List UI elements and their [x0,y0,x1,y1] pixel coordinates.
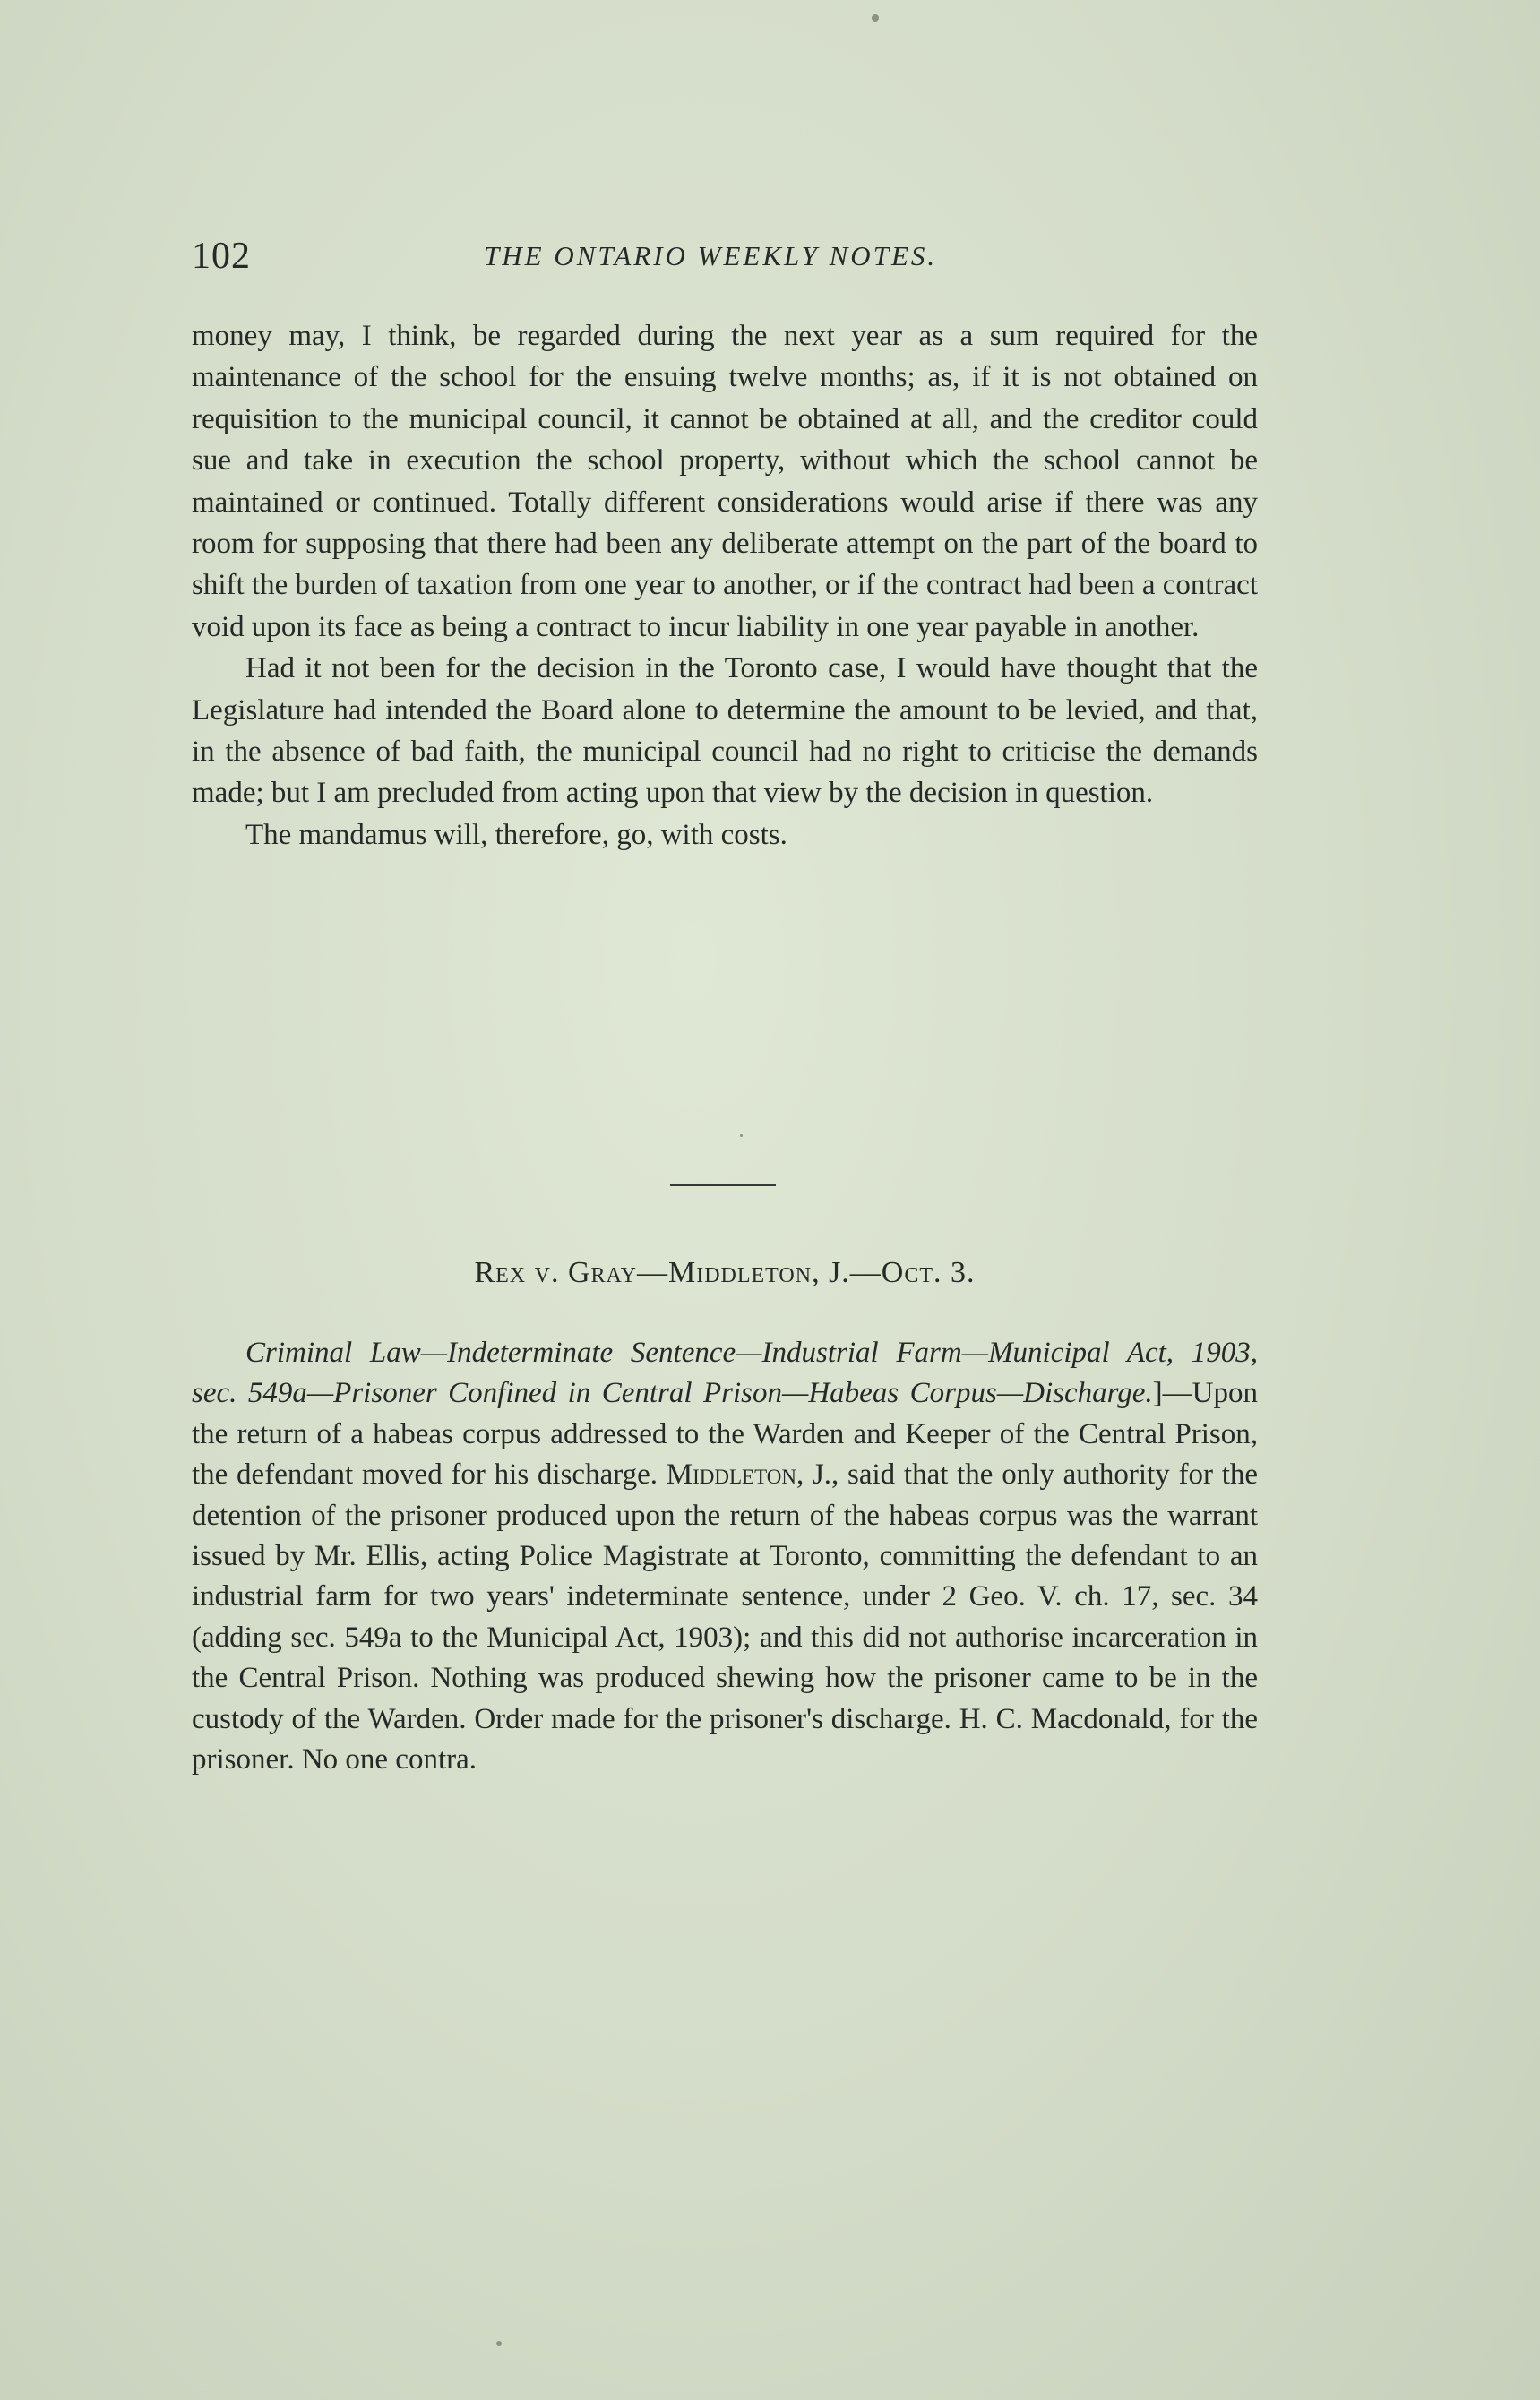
paper-speck [872,14,879,22]
case-headnote [192,1333,1258,1780]
running-title: THE ONTARIO WEEKLY NOTES. [484,240,938,271]
paragraph: The mandamus will, therefore, go, with costs. [245,818,787,851]
case-title: Rex v. Gray—Middleton, J.—Oct. 3. [474,1256,976,1289]
headnote-catchwords: Criminal Law—Indeterminate Sentence—Industrial Farm—Municipal Act, 1903, sec. 549a—Prisoner Confined in Central Prison—Habeas Corpus—Discharge. [192,1337,1258,1410]
page-number: 102 [192,236,251,277]
headnote-paragraph [192,1333,1258,1780]
headnote-text-continued: , J., said that the only authority for the detention of the prisoner produced upon the return of the habeas corpus was the warrant issued by Mr. Ellis, acting Police Magistrate at Toronto, committing the defendant to an industrial farm for two years' indeterminate sentence, under 2 Geo. V. ch. 17, sec. 34 (adding sec. 549a to the Municipal Act, 1903); and this did not authorise incarceration in the Central Prison. Nothing was produced shewing how the prisoner came to be in the custody of the Warden. Order made for the prisoner's discharge. H. C. Macdonald, for the prisoner. No one contra. [192,1458,1259,1776]
headnote-text: ]—Upon the return of a habeas corpus addressed to the Warden and Keeper of the Central Prison, the defendant moved for his discharge. [192,1377,1258,1492]
judge-name: Middleton [666,1458,796,1492]
paper-speck [496,2341,502,2346]
section-divider [670,1184,776,1186]
judgment-text [192,315,1258,856]
paragraph: Had it not been for the decision in the Toronto case, I would have thought that the Legislature had intended the Board alone to determine the amount to be levied, and that, in the absence of bad faith, the municipal council had no right to criticise the demands made; but I am precluded from acting upon that view by the decision in question. [192,652,1258,810]
page-header [192,235,1258,280]
paragraph: money may, I think, be regarded during the next year as a sum required for the maintenance of the school for the ensuing twelve months; as, if it is not obtained on requisition to the municipal council, it cannot be obtained at all, and the creditor could sue and take in execution the school property, without which the school cannot be maintained or continued. Totally different considerations would arise if there was any room for supposing that there had been any deliberate attempt on the part of the board to shift the burden of taxation from one year to another, or if the contract had been a contract void upon its face as being a contract to incur liability in one year payable in another. [192,320,1258,643]
paper-speck [740,1134,743,1137]
